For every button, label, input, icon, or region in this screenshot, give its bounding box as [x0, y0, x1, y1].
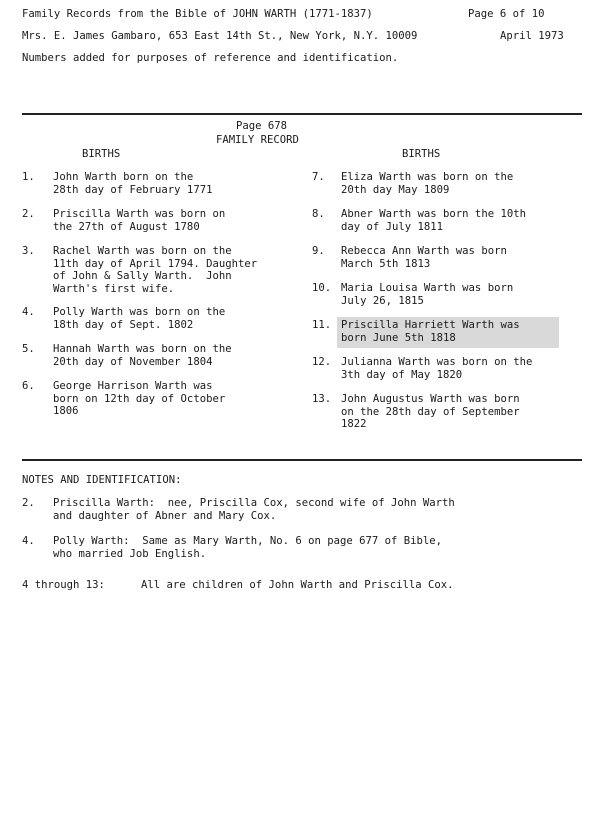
summary-text: All are children of John Warth and Priscilla Cox. [141, 579, 454, 591]
entry-number: 10. [312, 282, 332, 294]
entry-number: 9. [312, 245, 325, 257]
births-heading-left: BIRTHS [82, 148, 121, 160]
entry-text: Priscilla Harriett Warth was born June 5th 1818 [341, 319, 520, 344]
family-record-title: FAMILY RECORD [216, 134, 299, 146]
header-date: April 1973 [500, 30, 564, 42]
note-number: 2. [22, 497, 35, 509]
entry-text: Rachel Warth was born on the 11th day of April 1794. Daughter of John & Sally Warth. John Warth's first wife. [53, 245, 258, 295]
entry-text: Julianna Warth was born on the 3th day of May 1820 [341, 356, 533, 381]
births-heading-right: BIRTHS [402, 148, 441, 160]
entry-text: Eliza Warth was born on the 20th day May 1809 [341, 171, 514, 196]
entry-number: 6. [22, 380, 35, 392]
entry-text: John Augustus Warth was born on the 28th day of September 1822 [341, 393, 520, 430]
entry-number: 13. [312, 393, 332, 405]
entry-number: 12. [312, 356, 332, 368]
note-text: Priscilla Warth: nee, Priscilla Cox, second wife of John Warth and daughter of Abner and Mary Cox. [53, 497, 455, 522]
entry-number: 8. [312, 208, 325, 220]
entry-number: 11. [312, 319, 332, 331]
bible-page-label: Page 678 [236, 120, 288, 132]
entry-text: Maria Louisa Warth was born July 26, 1815 [341, 282, 514, 307]
entry-number: 2. [22, 208, 35, 220]
entry-text: Polly Warth was born on the 18th day of Sept. 1802 [53, 306, 226, 331]
entry-number: 7. [312, 171, 325, 183]
divider-middle [22, 459, 582, 461]
divider-top [22, 113, 582, 115]
header-author-address: Mrs. E. James Gambaro, 653 East 14th St., New York, N.Y. 10009 [22, 30, 418, 42]
entry-number: 1. [22, 171, 35, 183]
entry-text: John Warth born on the 28th day of February 1771 [53, 171, 213, 196]
note-number: 4. [22, 535, 35, 547]
entry-text: Priscilla Warth was born on the 27th of August 1780 [53, 208, 226, 233]
entry-text: Rebecca Ann Warth was born March 5th 1813 [341, 245, 507, 270]
header-title: Family Records from the Bible of JOHN WARTH (1771-1837) [22, 8, 373, 20]
note-text: Polly Warth: Same as Mary Warth, No. 6 on page 677 of Bible, who married Job English. [53, 535, 443, 560]
entry-number: 3. [22, 245, 35, 257]
entry-number: 5. [22, 343, 35, 355]
page-number: Page 6 of 10 [468, 8, 545, 20]
entry-text: Hannah Warth was born on the 20th day of November 1804 [53, 343, 232, 368]
entry-text: George Harrison Warth was born on 12th day of October 1806 [53, 380, 226, 417]
notes-heading: NOTES AND IDENTIFICATION: [22, 474, 182, 486]
entry-number: 4. [22, 306, 35, 318]
summary-label: 4 through 13: [22, 579, 105, 591]
header-note: Numbers added for purposes of reference and identification. [22, 52, 399, 64]
entry-text: Abner Warth was born the 10th day of July 1811 [341, 208, 526, 233]
